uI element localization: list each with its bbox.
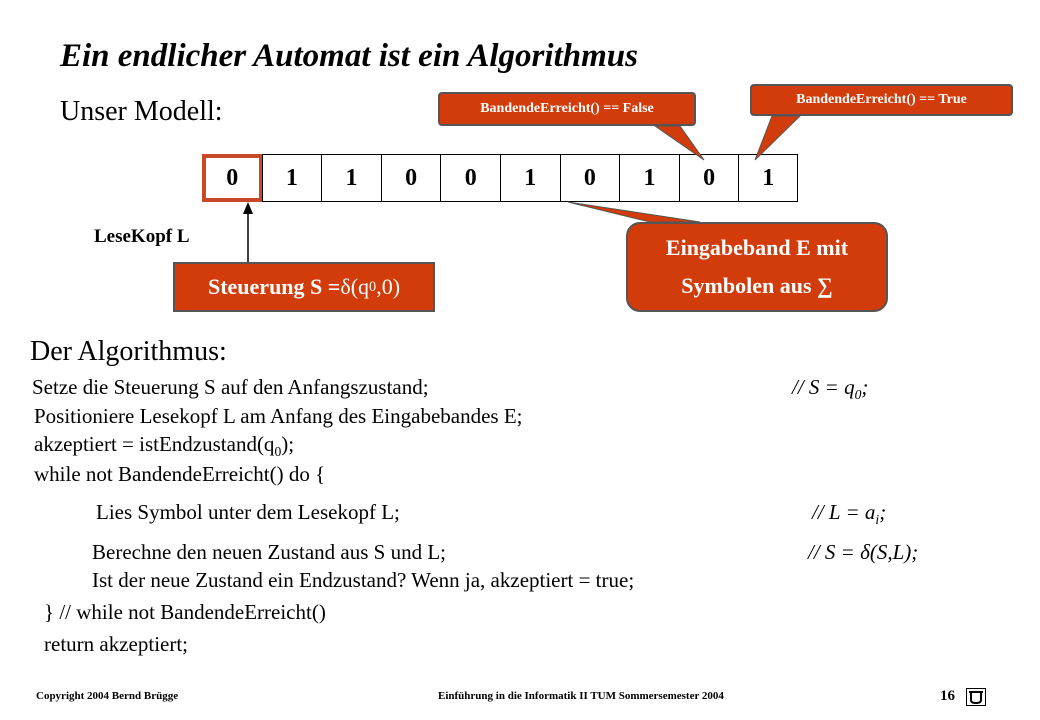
tum-logo-icon[interactable] xyxy=(966,688,986,706)
model-heading: Unser Modell: xyxy=(60,96,223,127)
control-delta: δ xyxy=(340,274,351,299)
control-box xyxy=(173,262,435,312)
band-line1: Eingabeband E mit xyxy=(665,235,849,260)
tape-cell: 1 xyxy=(500,154,561,202)
band-callout xyxy=(626,222,888,312)
footer-course: Einführung in die Informatik II TUM Sommersemester 2004 xyxy=(438,690,724,702)
readhead-label: LeseKopf L xyxy=(94,226,190,247)
code-line-3: akzeptiert = $istEndzustand(q_0)$; xyxy=(34,432,295,460)
control-args-close: ,0) xyxy=(376,274,401,299)
page-title: Ein endlicher Automat ist ein Algorithmus xyxy=(60,38,638,74)
code-line-1-comment: // $S = q_0$; xyxy=(792,375,869,403)
control-args-open: (q xyxy=(350,274,370,299)
code-line-4: while not BandendeErreicht() do { xyxy=(34,462,326,486)
callout-true-pointer xyxy=(755,116,800,160)
algo-heading: Der Algorithmus: xyxy=(30,336,227,367)
code-line-9: return akzeptiert; xyxy=(44,632,189,656)
code-line-7: Ist der neue Zustand ein Endzustand? Wenn ja, akzeptiert = true; xyxy=(92,568,635,592)
tape-cell: 1 xyxy=(619,154,680,202)
code-line-1: Setze die Steuerung S auf den Anfangszustand; xyxy=(32,375,429,399)
tape-cell: 1 xyxy=(738,154,798,202)
tape-cell: 1 xyxy=(321,154,382,202)
callout-bandende-false: BandendeErreicht() == False xyxy=(438,92,696,126)
band-line2: Symbolen aus ∑ xyxy=(681,273,833,298)
code-line-6: Berechne den neuen Zustand aus S und L; xyxy=(92,540,446,564)
tape-cell: 1 xyxy=(262,154,323,202)
tape-cell: 0 xyxy=(440,154,501,202)
callout-bandende-true: BandendeErreicht() == True xyxy=(750,84,1013,116)
readhead-arrow-head xyxy=(243,202,253,214)
page-number: 16 xyxy=(940,688,955,704)
control-sub: 0 xyxy=(369,278,377,295)
tape-cell: 0 xyxy=(679,154,740,202)
tape-cell: 0 xyxy=(560,154,621,202)
footer-copyright: Copyright 2004 Bernd Brügge xyxy=(36,690,179,702)
code-line-8: } // while not BandendeErreicht() xyxy=(44,600,326,624)
code-line-6-comment: // S = δ(S,L); xyxy=(808,540,919,564)
code-line-2: Positioniere Lesekopf L am Anfang des Eingabebandes E; xyxy=(34,404,523,428)
code-line-5-comment: // $L = a_i$; xyxy=(812,500,887,528)
callout-false-pointer xyxy=(655,126,704,160)
tape-cell-under-head: 0 xyxy=(202,154,263,202)
control-prefix: Steuerung S = xyxy=(207,274,341,299)
band-pointer xyxy=(568,202,700,222)
tape-cell: 0 xyxy=(381,154,442,202)
code-line-5: Lies Symbol unter dem Lesekopf L; xyxy=(96,500,400,524)
